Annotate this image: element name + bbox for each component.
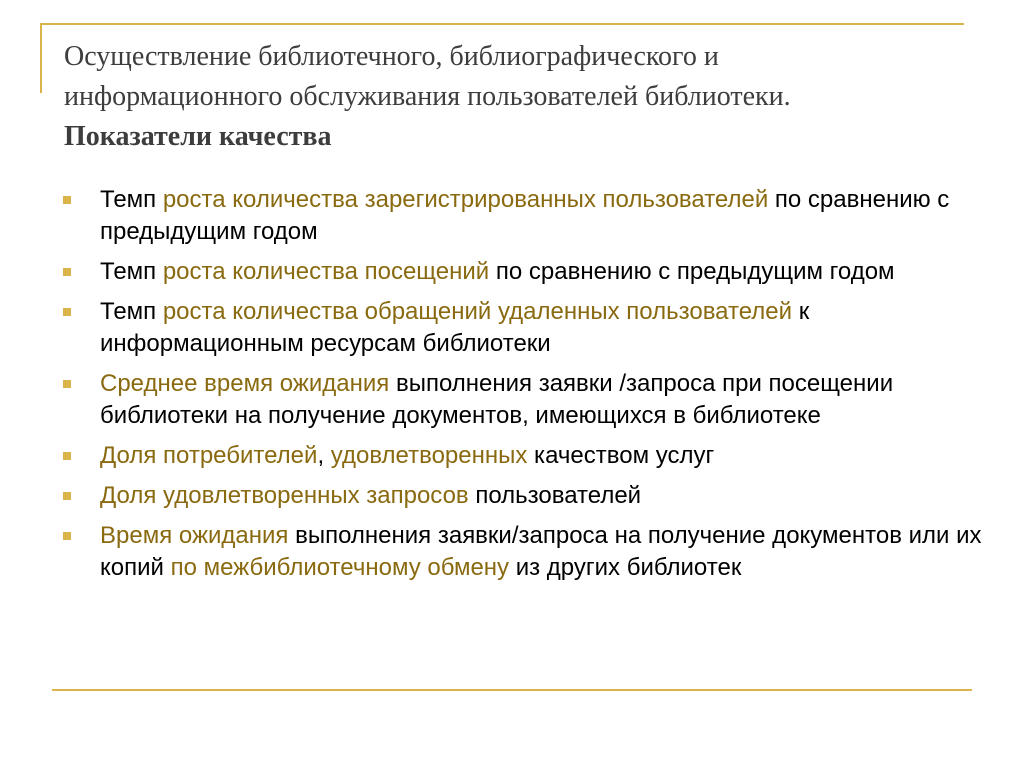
title-line-1: Осуществление библиотечного, библиографического и bbox=[64, 41, 719, 72]
bullet-text: Темп bbox=[100, 258, 163, 285]
bullet-text: выполнения заявки/запроса на получение документов или их копий bbox=[100, 522, 982, 581]
square-bullet-icon bbox=[63, 380, 71, 388]
square-bullet-icon bbox=[63, 196, 71, 204]
bullet-item bbox=[63, 256, 983, 288]
bullet-text: по сравнению с предыдущим годом bbox=[100, 186, 950, 245]
bullet-text: Темп bbox=[100, 298, 163, 325]
slide-title bbox=[64, 37, 984, 157]
bullet-text: к информационным ресурсам библиотеки bbox=[100, 298, 810, 357]
bullet-item bbox=[63, 440, 983, 472]
highlighted-text: по межбиблиотечному обмену bbox=[170, 554, 510, 581]
left-rule bbox=[40, 23, 42, 93]
bullet-item bbox=[63, 368, 983, 432]
bullet-text: выполнения заявки /запроса при посещении библиотеки на получение документов, имеющихся в библиотеке bbox=[100, 370, 894, 429]
bullet-item bbox=[63, 296, 983, 360]
bullet-item bbox=[63, 520, 983, 584]
highlighted-text: Доля потребителей bbox=[100, 442, 318, 469]
top-rule bbox=[40, 23, 964, 25]
bullet-text: по сравнению с предыдущим годом bbox=[489, 258, 895, 285]
bullet-text: из других библиотек bbox=[509, 554, 742, 581]
square-bullet-icon bbox=[63, 532, 71, 540]
title-line-2: информационного обслуживания пользователей библиотеки. bbox=[64, 81, 791, 112]
bottom-rule bbox=[52, 689, 972, 691]
bullet-item bbox=[63, 184, 983, 248]
bullet-item bbox=[63, 480, 983, 512]
square-bullet-icon bbox=[63, 492, 71, 500]
bullet-text: пользователей bbox=[468, 482, 642, 509]
highlighted-text: Доля удовлетворенных запросов bbox=[100, 482, 469, 509]
square-bullet-icon bbox=[63, 308, 71, 316]
highlighted-text: Время ожидания bbox=[100, 522, 289, 549]
bullet-text: , bbox=[317, 442, 331, 469]
highlighted-text: удовлетворенных bbox=[330, 442, 528, 469]
square-bullet-icon bbox=[63, 452, 71, 460]
highlighted-text: Среднее время ожидания bbox=[100, 370, 390, 397]
bullet-text: Темп bbox=[100, 186, 163, 213]
highlighted-text: роста количества зарегистрированных пользователей bbox=[162, 186, 769, 213]
bullet-text: качеством услуг bbox=[527, 442, 715, 469]
title-subtitle: Показатели качества bbox=[64, 121, 332, 152]
highlighted-text: роста количества посещений bbox=[162, 258, 490, 285]
square-bullet-icon bbox=[63, 268, 71, 276]
highlighted-text: роста количества обращений удаленных пользователей bbox=[162, 298, 793, 325]
bullet-list bbox=[63, 184, 983, 592]
